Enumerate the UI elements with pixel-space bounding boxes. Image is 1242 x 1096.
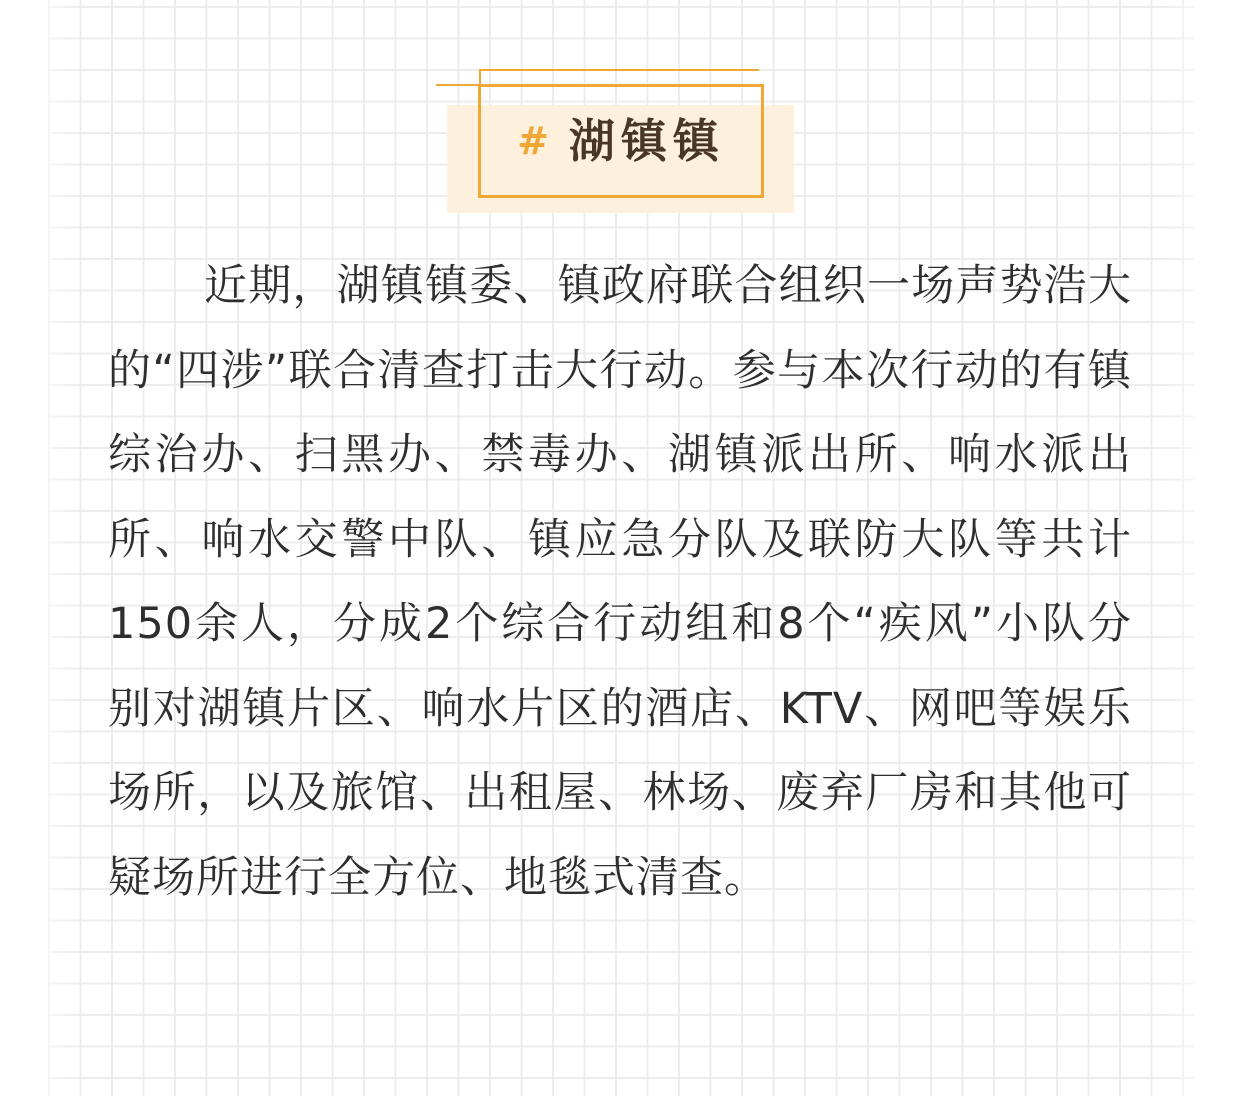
hash-icon: # — [517, 119, 549, 163]
section-title: 湖镇镇 — [568, 114, 725, 168]
section-heading — [478, 84, 764, 198]
paper-edge-right — [1162, 0, 1194, 1096]
article-paragraph: 近期，湖镇镇委、镇政府联合组织一场声势浩大的“四涉”联合清查打击大行动。参与本次行动的有镇综治办、扫黑办、禁毒办、湖镇派出所、响水派出所、响水交警中队、镇应急分队及联防大队等共计150余人，分成2个综合行动组和8个“疾风”小队分别对湖镇片区、响水片区的酒店、KTV、网吧等娱乐场所，以及旅馆、出租屋、林场、废弃厂房和其他可疑场所进行全方位、地毯式清查。 — [108, 261, 1132, 903]
section-heading-badge — [436, 68, 796, 218]
paper-edge-left — [48, 0, 80, 1096]
